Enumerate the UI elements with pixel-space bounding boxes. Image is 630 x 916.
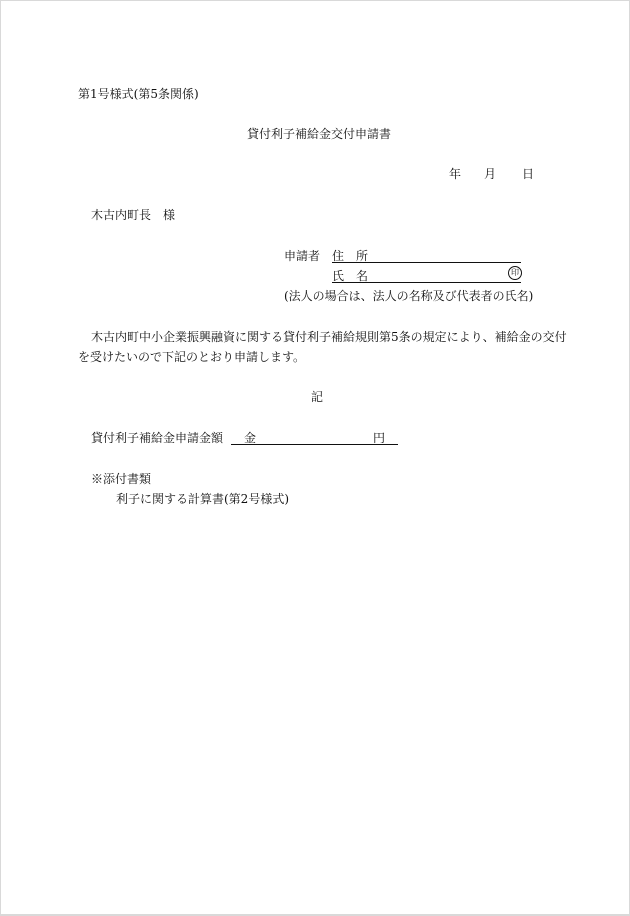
attachment-item: 利子に関する計算書(第2号様式) [116, 492, 289, 506]
amount-suffix: 円 [373, 431, 386, 445]
date-year: 年 [449, 167, 462, 181]
seal-mark: 印 [508, 266, 522, 280]
name-underline [332, 282, 521, 283]
addressee [91, 208, 175, 222]
date-day: 日 [522, 167, 535, 181]
ki-heading: 記 [311, 390, 324, 404]
addressee-name: 木古内町長 [91, 208, 152, 222]
corporate-note: (法人の場合は、法人の名称及び代表者の氏名) [284, 289, 534, 303]
addressee-honorific: 様 [163, 208, 176, 222]
amount-label: 貸付利子補給金申請金額 [91, 431, 224, 445]
document-page [1, 1, 629, 914]
address-underline [332, 262, 521, 263]
document-title: 貸付利子補給金交付申請書 [247, 127, 392, 141]
name-label: 氏 名 [332, 269, 369, 283]
body-text-line-1: 木古内町中小企業振興融資に関する貸付利子補給規則第5条の規定により、補給金の交付 [91, 330, 567, 344]
amount-prefix: 金 [244, 431, 257, 445]
attachments-heading: ※添付書類 [91, 472, 152, 486]
applicant-label: 申請者 [284, 249, 321, 263]
address-label: 住 所 [332, 249, 369, 263]
form-number: 第1号様式(第5条関係) [78, 87, 199, 101]
date-month: 月 [484, 167, 497, 181]
body-text-line-2: を受けたいので下記のとおり申請します。 [78, 350, 306, 364]
